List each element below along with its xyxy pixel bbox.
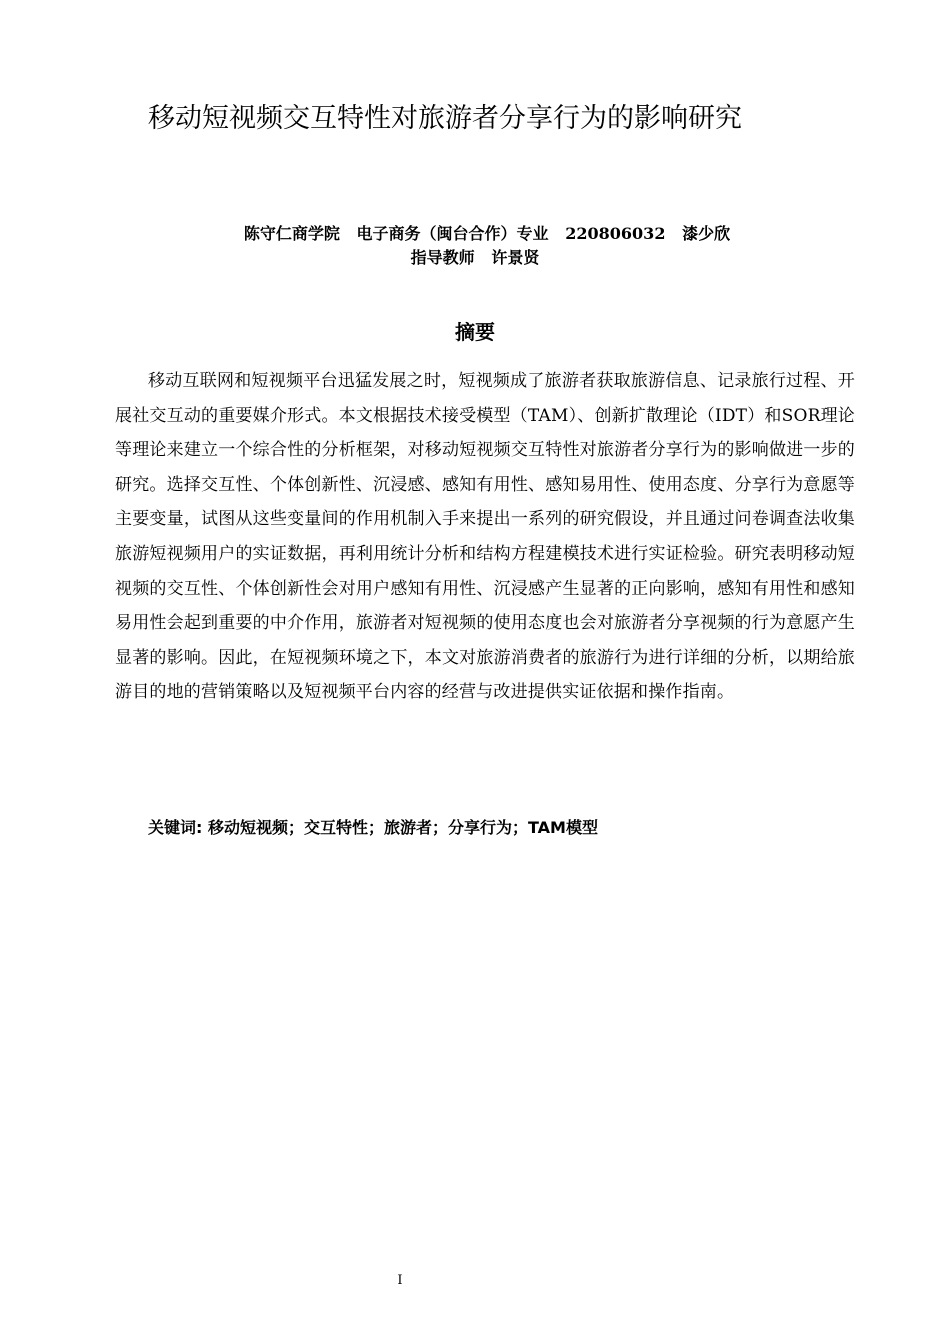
abstract-heading: 摘要 bbox=[455, 320, 495, 344]
paper-title: 移动短视频交互特性对旅游者分享行为的影响研究 bbox=[148, 103, 742, 134]
author-info: 陈守仁商学院 电子商务（闽台合作）专业 220806032 漆少欣 bbox=[243, 224, 731, 243]
keywords: 关键词: 移动短视频；交互特性；旅游者；分享行为；TAM模型 bbox=[148, 818, 598, 837]
abstract-body: 移动互联网和短视频平台迅猛发展之时，短视频成了旅游者获取旅游信息、记录旅行过程、开展社交互动的重要媒介形式。本文根据技术接受模型（TAM）、创新扩散理论（IDT）和SOR理论等理论来建立一个综合性的分析框架，对移动短视频交互特性对旅游者分享行为的影响做进一步的研究。选择交互性、个体创新性、沉浸感、感知有用性、感知易用性、使用态度、分享行为意愿等主要变量，试图从这些变量间的作用机制入手来提出一系列的研究假设，并且通过问卷调查法收集旅游短视频用户的实证数据，再利用统计分析和结构方程建模技术进行实证检验。研究表明移动短视频的交互性、个体创新性会对用户感知有用性、沉浸感产生显著的正向影响，感知有用性和感知易用性会起到重要的中介作用，旅游者对短视频的使用态度也会对旅游者分享视频的行为意愿产生显著的影响。因此，在短视频环境之下，本文对旅游消费者的旅游行为进行详细的分析，以期给旅游目的地的营销策略以及短视频平台内容的经营与改进提供实证依据和操作指南。 bbox=[115, 371, 855, 703]
page-number: I bbox=[397, 1273, 403, 1288]
advisor-info: 指导教师 许景贤 bbox=[410, 248, 540, 267]
